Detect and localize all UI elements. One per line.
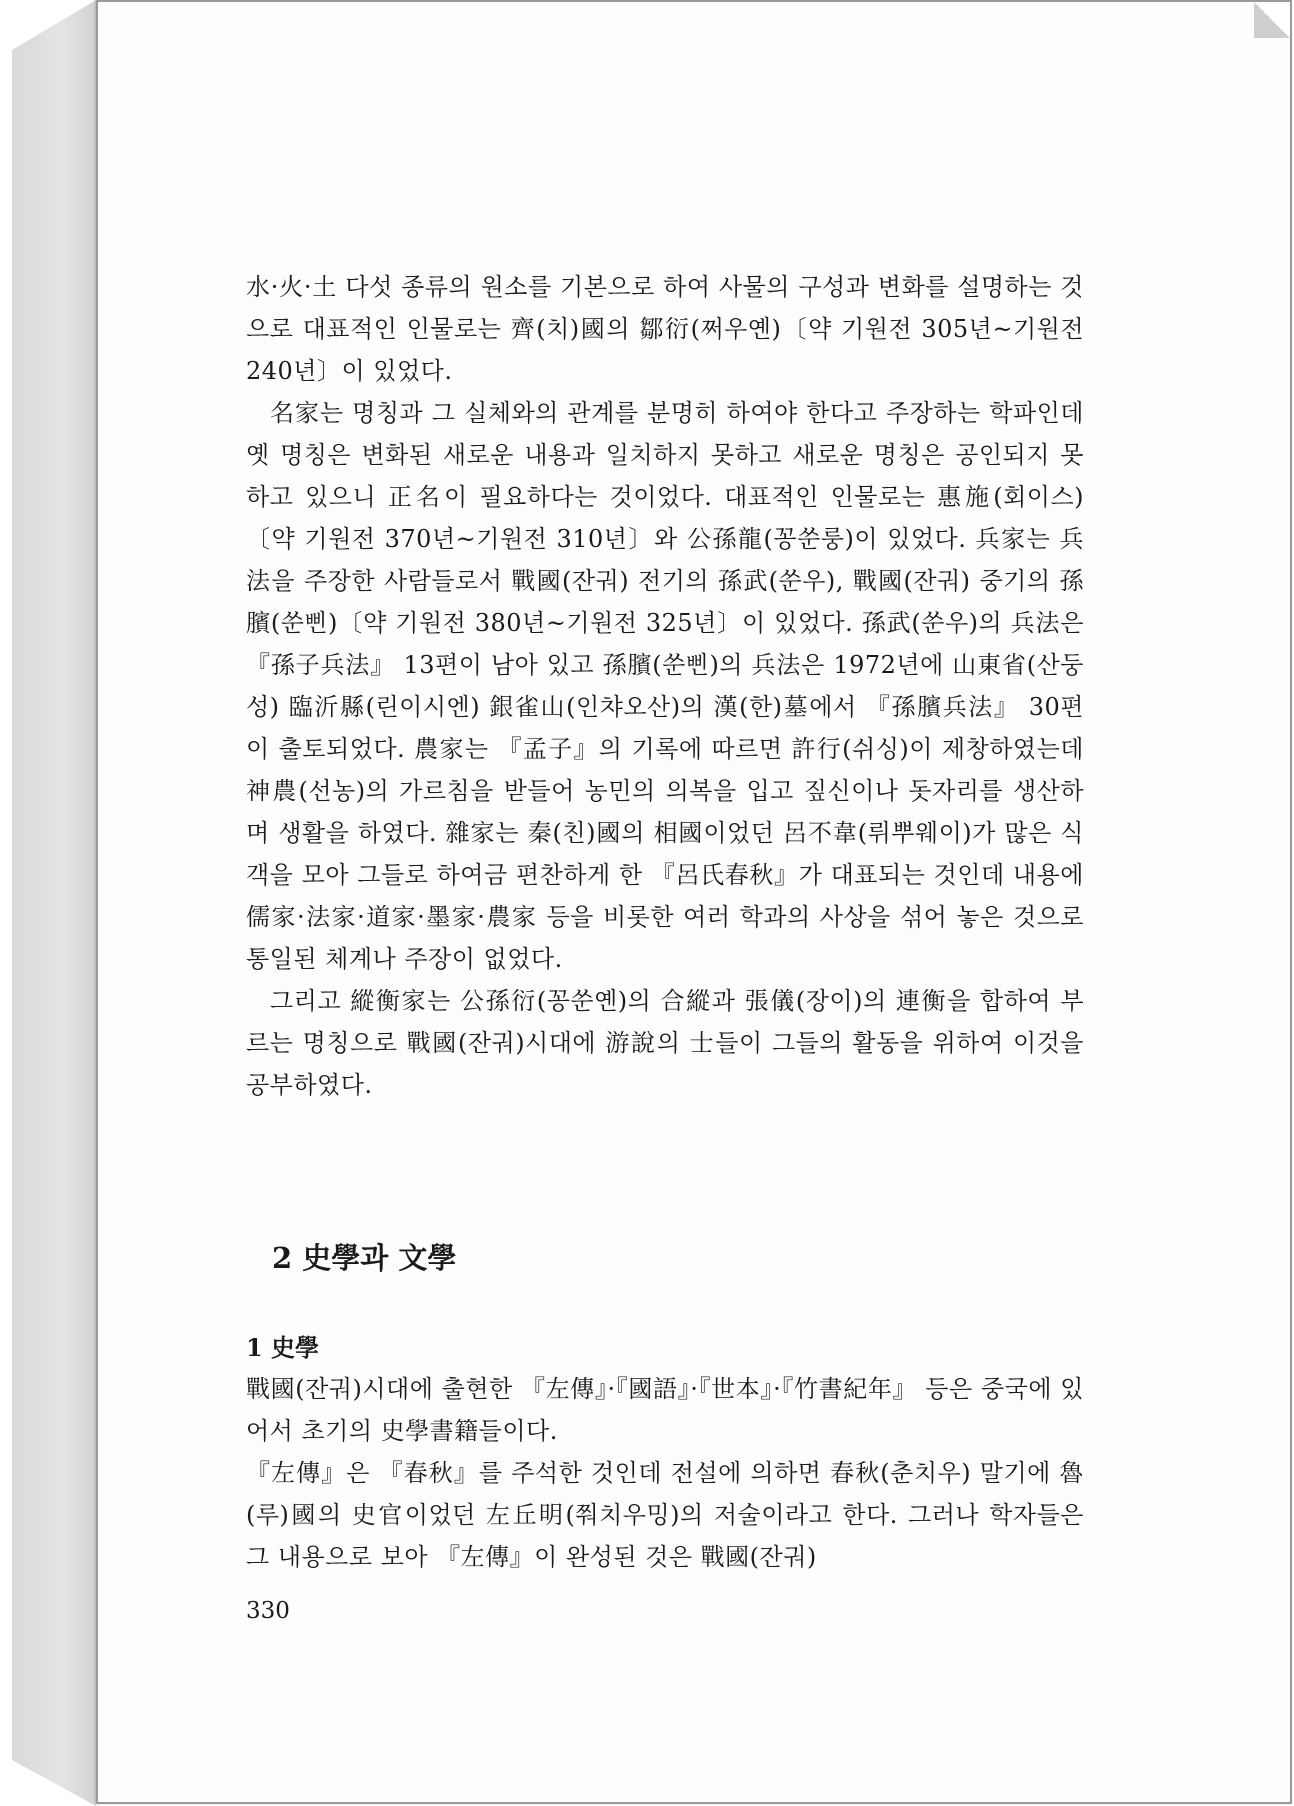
subsection-heading: 1 史學	[246, 1333, 320, 1362]
section-heading: 2 史學과 文學	[272, 1241, 457, 1275]
paragraph: 名家는 명칭과 그 실체와의 관계를 분명히 하여야 한다고 주장하는 학파인데 옛 명칭은 변화된 새로운 내용과 일치하지 못하고 새로운 명칭은 공인되지 못하고 있으니 正名이 필요하다는 것이었다. 대표적인 인물로는 惠施(회이스)〔약 기원전 370년~기원전 310년〕와 公孫龍(꽁쑨룽)이 있었다. 兵家는 兵法을 주장한 사람들로서 戰國(잔궈) 전기의 孫武(쑨우), 戰國(잔궈) 중기의 孫臏(쑨삔)〔약 기원전 380년~기원전 325년〕이 있었다. 孫武(쑨우)의 兵法은 『孫子兵法』 13편이 남아 있고 孫臏(쑨삔)의 兵法은 1972년에 山東省(산둥성) 臨沂縣(린이시엔) 銀雀山(인챠오산)의 漢(한)墓에서 『孫臏兵法』 30편이 출토되었다. 農家는 『孟子』의 기록에 따르면 許行(쉬싱)이 제창하였는데 神農(선농)의 가르침을 받들어 농민의 의복을 입고 짚신이나 돗자리를 생산하며 생활을 하였다. 雜家는 秦(친)國의 相國이었던 呂不韋(뤼뿌웨이)가 많은 식객을 모아 그들로 하여금 편찬하게 한 『呂氏春秋』가 대표되는 것인데 내용에 儒家·法家·道家·墨家·農家 등을 비롯한 여러 학과의 사상을 섞어 놓은 것으로 통일된 체계나 주장이 없었다.	[246, 399, 1084, 973]
paragraph: 『左傳』은 『春秋』를 주석한 것인데 전설에 의하면 春秋(춘치우) 말기에 魯(루)國의 史官이었던 左丘明(쭤치우밍)의 저술이라고 한다. 그러나 학자들은 그 내용으로 보아 『左傳』이 완성된 것은 戰國(잔궈)	[246, 1459, 1084, 1571]
page-number: 330	[246, 1598, 290, 1624]
body-text-bottom	[246, 1368, 1084, 1578]
body-text-top	[246, 266, 1084, 1106]
paragraph: 戰國(잔궈)시대에 출현한 『左傳』·『國語』·『世本』·『竹書紀年』 등은 중국에 있어서 초기의 史學書籍들이다.	[246, 1375, 1084, 1445]
page-corner	[1254, 2, 1290, 38]
paragraph: 그리고 縱衡家는 公孫衍(꽁쑨옌)의 合縱과 張儀(장이)의 連衡을 합하여 부르는 명칭으로 戰國(잔궈)시대에 游說의 士들이 그들의 활동을 위하여 이것을 공부하였다.	[246, 987, 1084, 1099]
paragraph: 水·火·土 다섯 종류의 원소를 기본으로 하여 사물의 구성과 변화를 설명하는 것으로 대표적인 인물로는 齊(치)國의 鄒衍(쩌우옌)〔약 기원전 305년~기원전 240년〕이 있었다.	[246, 273, 1084, 385]
book-spine	[12, 0, 96, 1806]
